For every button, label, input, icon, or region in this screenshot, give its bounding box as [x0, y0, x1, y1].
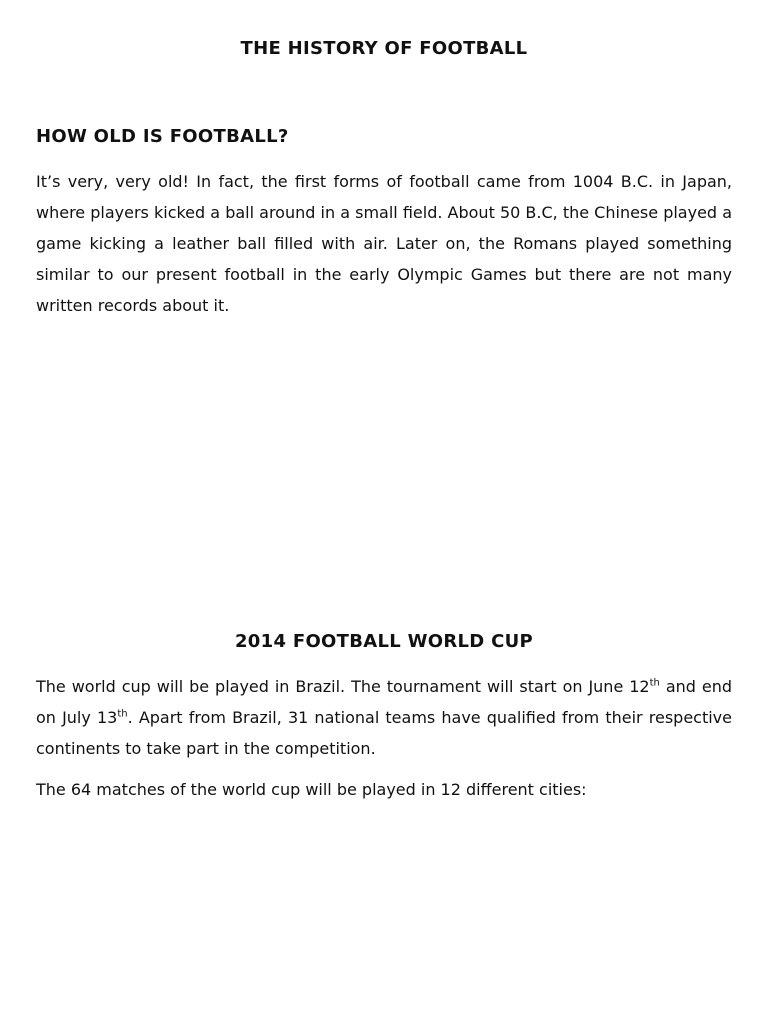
- superscript-ordinal: th: [117, 708, 128, 720]
- superscript-ordinal: th: [649, 677, 660, 689]
- paragraph-text: and end on July 13: [36, 677, 733, 727]
- paragraph-text: The world cup will be played in Brazil. The tournament will start on June 12: [36, 677, 650, 696]
- section-heading-how-old: HOW OLD IS FOOTBALL?: [36, 126, 289, 147]
- paragraph-text: . Apart from Brazil, 31 national teams have qualified from their respective continents to take part in the competition.: [36, 708, 732, 758]
- paragraph-world-cup-intro: [36, 671, 732, 764]
- document-title: THE HISTORY OF FOOTBALL: [240, 38, 528, 59]
- paragraph-how-old: It’s very, very old! In fact, the first forms of football came from 1004 B.C. in Japan, where players kicked a ball around in a small field. About 50 B.C, the Chinese played a game kicking a leather ball filled with air. Later on, the Romans played something similar to our present football in the early Olympic Games but there are not many written records about it.: [36, 172, 732, 315]
- paragraph-world-cup-cities: The 64 matches of the world cup will be played in 12 different cities:: [36, 780, 587, 799]
- section-heading-world-cup: 2014 FOOTBALL WORLD CUP: [234, 631, 533, 652]
